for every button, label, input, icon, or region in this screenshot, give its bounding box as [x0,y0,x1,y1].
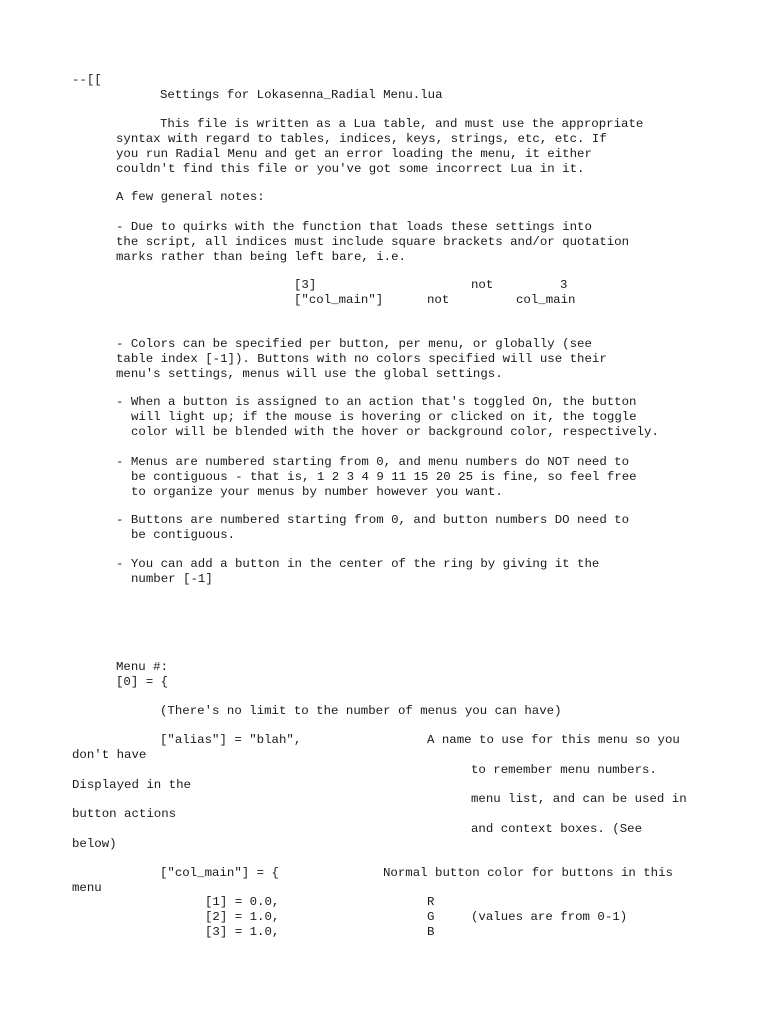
note-line: menu's settings, menus will use the global settings. [116,367,503,381]
example-code: [3] [294,278,317,292]
section-heading: A few general notes: [116,190,265,204]
note-line: number [-1] [131,572,213,586]
doc-title: Settings for Lokasenna_Radial Menu.lua [160,88,443,102]
code-comment: menu list, and can be used in [471,792,687,806]
code-line: ["col_main"] = { [160,866,279,880]
channel-label: G [427,910,435,924]
note-line: - Due to quirks with the function that loads these settings into [116,220,592,234]
channel-label: B [427,925,435,939]
note-line: - When a button is assigned to an action that's toggled On, the button [116,395,637,409]
note-line: be contiguous. [131,528,236,542]
code-comment: A name to use for this menu so you [427,733,680,747]
note-line: be contiguous - that is, 1 2 3 4 9 11 15 20 25 is fine, so feel free [131,470,637,484]
note-line: the script, all indices must include square brackets and/or quotation [116,235,630,249]
example-code: col_main [516,293,576,307]
code-line: [2] = 1.0, [205,910,280,924]
code-comment: (values are from 0-1) [471,910,628,924]
intro-line: you run Radial Menu and get an error loading the menu, it either [116,147,592,161]
code-line: ["alias"] = "blah", [160,733,302,747]
note-line: color will be blended with the hover or background color, respectively. [131,425,659,439]
example-not: not [427,293,450,307]
code-comment: and context boxes. (See [471,822,643,836]
intro-line: syntax with regard to tables, indices, keys, strings, etc, etc. If [116,132,607,146]
note-line: to organize your menus by number however you want. [131,485,503,499]
code-comment: don't have [72,748,147,762]
note-line: - You can add a button in the center of the ring by giving it the [116,557,600,571]
code-comment: Displayed in the [72,778,191,792]
note-line: will light up; if the mouse is hovering or clicked on it, the toggle [131,410,637,424]
code-comment: button actions [72,807,177,821]
code-line: [3] = 1.0, [205,925,280,939]
channel-label: R [427,895,435,909]
code-comment: Normal button color for buttons in this [383,866,673,880]
note-line: - Menus are numbered starting from 0, and menu numbers do NOT need to [116,455,630,469]
note-line: - Colors can be specified per button, per menu, or globally (see [116,337,592,351]
code-comment: to remember menu numbers. [471,763,657,777]
intro-line: This file is written as a Lua table, and must use the appropriate [160,117,644,131]
intro-line: couldn't find this file or you've got some incorrect Lua in it. [116,162,585,176]
code-comment: (There's no limit to the number of menus you can have) [160,704,562,718]
menu-heading: Menu #: [116,660,169,674]
code-line: [0] = { [116,675,169,689]
note-line: marks rather than being left bare, i.e. [116,250,406,264]
example-code: ["col_main"] [294,293,384,307]
note-line: - Buttons are numbered starting from 0, and button numbers DO need to [116,513,630,527]
note-line: table index [-1]). Buttons with no colors specified will use their [116,352,607,366]
comment-open: --[[ [72,73,102,87]
example-code: 3 [560,278,568,292]
code-comment: menu [72,881,102,895]
code-comment: below) [72,837,117,851]
example-not: not [471,278,494,292]
code-line: [1] = 0.0, [205,895,280,909]
